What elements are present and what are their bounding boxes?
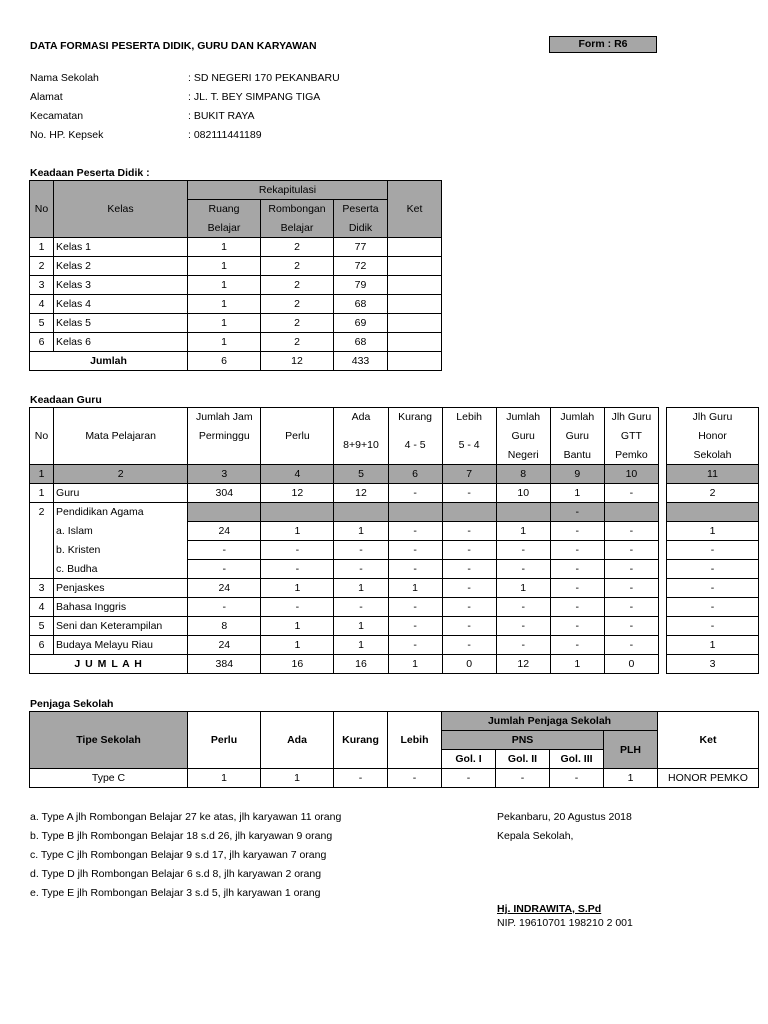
table-row — [30, 276, 442, 295]
cell: 1 — [667, 636, 759, 655]
cell: - — [188, 598, 261, 617]
cell: Kelas 1 — [54, 238, 188, 257]
col-header: No — [30, 408, 54, 465]
note-line: c. Type C jlh Rombongan Belajar 9 s.d 17, jlh karyawan 7 orang — [30, 849, 327, 861]
table-row — [30, 522, 659, 541]
cell: 5 — [30, 314, 54, 333]
col-header: Belajar — [261, 219, 334, 238]
cell — [442, 503, 496, 522]
note-line: e. Type E jlh Rombongan Belajar 3 s.d 5, jlh karyawan 1 orang — [30, 887, 321, 899]
cell: - — [442, 579, 496, 598]
cell: - — [188, 560, 261, 579]
info-label: Alamat — [30, 91, 63, 103]
cell: - — [334, 541, 388, 560]
table-row — [30, 579, 659, 598]
cell — [388, 352, 442, 371]
cell: 1 — [334, 636, 388, 655]
cell: - — [667, 579, 759, 598]
cell — [496, 503, 550, 522]
cell: - — [442, 484, 496, 503]
cell: - — [496, 560, 550, 579]
cell: 1 — [334, 522, 388, 541]
cell: 0 — [442, 655, 496, 674]
cell: - — [550, 560, 604, 579]
cell: - — [188, 541, 261, 560]
col-header: Jlh Guru — [604, 408, 658, 427]
cell: 6 — [30, 636, 54, 655]
col-number: 2 — [54, 465, 188, 484]
cell: - — [604, 617, 658, 636]
cell: - — [496, 598, 550, 617]
col-header: Jumlah — [496, 408, 550, 427]
table-row — [30, 503, 659, 522]
col-header: Ket — [658, 712, 759, 769]
cell: - — [496, 769, 550, 788]
cell — [30, 541, 54, 560]
cell: 2 — [261, 314, 334, 333]
cell: 24 — [188, 579, 261, 598]
cell — [30, 560, 54, 579]
info-value: : 082111441189 — [188, 129, 262, 141]
col-header: 4 - 5 — [388, 427, 442, 465]
signer-name: Hj. INDRAWITA, S.Pd — [497, 903, 602, 915]
place-date: Pekanbaru, 20 Agustus 2018 — [497, 811, 632, 823]
cell: - — [604, 541, 658, 560]
cell: - — [604, 636, 658, 655]
info-value: : JL. T. BEY SIMPANG TIGA — [188, 91, 321, 103]
col-header: 8+9+10 — [334, 427, 388, 465]
cell: - — [442, 541, 496, 560]
cell: - — [604, 560, 658, 579]
info-label: Nama Sekolah — [30, 72, 99, 84]
cell: 1 — [261, 579, 334, 598]
cell — [388, 333, 442, 352]
cell: Type C — [30, 769, 188, 788]
col-header: Ket — [388, 181, 442, 238]
cell: - — [388, 598, 442, 617]
cell: - — [442, 769, 496, 788]
cell — [188, 503, 261, 522]
col-header: Jumlah Penjaga Sekolah — [442, 712, 658, 731]
cell: b. Kristen — [54, 541, 188, 560]
cell: - — [550, 541, 604, 560]
cell: - — [496, 541, 550, 560]
cell: - — [442, 617, 496, 636]
col-header: Belajar — [188, 219, 261, 238]
col-number: 5 — [334, 465, 388, 484]
cell: 2 — [30, 503, 54, 522]
col-header: Jlh Guru — [667, 408, 759, 427]
table-row — [30, 617, 659, 636]
cell: 1 — [604, 769, 658, 788]
cell: - — [667, 541, 759, 560]
cell: - — [334, 560, 388, 579]
col-header: Jumlah — [550, 408, 604, 427]
cell: 384 — [188, 655, 261, 674]
col-header: Rombongan — [261, 200, 334, 219]
col-header: Honor — [667, 427, 759, 446]
cell: 12 — [261, 352, 334, 371]
table-row — [30, 238, 442, 257]
cell: Kelas 2 — [54, 257, 188, 276]
col-header: Jumlah Jam — [188, 408, 261, 427]
note-line: d. Type D jlh Rombongan Belajar 6 s.d 8, jlh karyawan 2 orang — [30, 868, 322, 880]
cell: 1 — [261, 769, 334, 788]
table-row — [30, 295, 442, 314]
cell: 68 — [334, 295, 388, 314]
cell: 1 — [334, 617, 388, 636]
student-table — [29, 180, 442, 371]
cell: 1 — [496, 522, 550, 541]
cell: Kelas 5 — [54, 314, 188, 333]
cell — [334, 503, 388, 522]
cell: - — [550, 598, 604, 617]
cell — [388, 257, 442, 276]
cell: 1 — [388, 655, 442, 674]
col-header: Bantu — [550, 446, 604, 465]
cell: 12 — [496, 655, 550, 674]
cell: Bahasa Inggris — [54, 598, 188, 617]
cell: 1 — [388, 579, 442, 598]
info-label: No. HP. Kepsek — [30, 129, 104, 141]
cell: Kelas 3 — [54, 276, 188, 295]
cell: 79 — [334, 276, 388, 295]
col-number: 3 — [188, 465, 261, 484]
table-row — [30, 333, 442, 352]
cell: 2 — [261, 238, 334, 257]
cell: - — [442, 598, 496, 617]
cell: 16 — [261, 655, 334, 674]
cell: 2 — [261, 295, 334, 314]
column-number-row — [30, 465, 659, 484]
cell: - — [261, 541, 334, 560]
col-header: Kurang — [388, 408, 442, 427]
cell: 68 — [334, 333, 388, 352]
cell: - — [388, 484, 442, 503]
total-row — [30, 352, 442, 371]
cell — [667, 503, 759, 522]
cell: - — [667, 617, 759, 636]
col-number: 1 — [30, 465, 54, 484]
cell: 72 — [334, 257, 388, 276]
cell: - — [442, 522, 496, 541]
table-row — [30, 257, 442, 276]
cell: Pendidikan Agama — [54, 503, 188, 522]
col-header: Lebih — [442, 408, 496, 427]
cell: - — [604, 522, 658, 541]
col-header: Perlu — [188, 712, 261, 769]
cell: Kelas 6 — [54, 333, 188, 352]
col-header: Mata Pelajaran — [54, 408, 188, 465]
cell: 12 — [334, 484, 388, 503]
table-row — [30, 598, 659, 617]
table-row — [30, 314, 442, 333]
cell: - — [442, 636, 496, 655]
cell: - — [667, 598, 759, 617]
table-row — [30, 484, 659, 503]
cell: - — [604, 579, 658, 598]
cell — [604, 503, 658, 522]
table-row — [30, 769, 759, 788]
cell: 69 — [334, 314, 388, 333]
col-header: Sekolah — [667, 446, 759, 465]
col-number: 8 — [496, 465, 550, 484]
col-header: Ruang — [188, 200, 261, 219]
col-header: Peserta — [334, 200, 388, 219]
cell — [30, 522, 54, 541]
cell: 1 — [188, 333, 261, 352]
cell: a. Islam — [54, 522, 188, 541]
col-header: Ada — [334, 408, 388, 427]
cell — [388, 238, 442, 257]
cell: - — [604, 484, 658, 503]
note-line: b. Type B jlh Rombongan Belajar 18 s.d 26, jlh karyawan 9 orang — [30, 830, 333, 842]
total-row — [30, 655, 659, 674]
cell: - — [261, 598, 334, 617]
cell: - — [388, 541, 442, 560]
cell: 1 — [30, 484, 54, 503]
cell: Seni dan Keterampilan — [54, 617, 188, 636]
cell: 8 — [188, 617, 261, 636]
col-header: PNS — [442, 731, 604, 750]
cell: - — [496, 636, 550, 655]
cell — [388, 295, 442, 314]
col-number: 9 — [550, 465, 604, 484]
cell — [261, 503, 334, 522]
col-header: Gol. I — [442, 750, 496, 769]
col-header: Guru — [550, 427, 604, 446]
cell: Guru — [54, 484, 188, 503]
col-number: 7 — [442, 465, 496, 484]
info-label: Kecamatan — [30, 110, 84, 122]
cell: 1 — [667, 522, 759, 541]
cell: 5 — [30, 617, 54, 636]
cell: - — [550, 503, 604, 522]
cell: 1 — [188, 295, 261, 314]
form-code-box: Form : R6 — [549, 36, 657, 53]
col-header: Kurang — [334, 712, 388, 769]
cell: - — [550, 636, 604, 655]
col-header: Gol. III — [550, 750, 604, 769]
col-header: Lebih — [388, 712, 442, 769]
cell: 2 — [30, 257, 54, 276]
cell: - — [334, 769, 388, 788]
cell: 433 — [334, 352, 388, 371]
col-header: No — [30, 181, 54, 238]
cell: - — [550, 579, 604, 598]
cell: 6 — [188, 352, 261, 371]
cell: 3 — [30, 276, 54, 295]
student-section-title: Keadaan Peserta Didik : — [30, 167, 150, 179]
cell: 2 — [667, 484, 759, 503]
cell: - — [261, 560, 334, 579]
col-header: Didik — [334, 219, 388, 238]
cell — [388, 314, 442, 333]
cell: - — [388, 769, 442, 788]
cell: - — [550, 617, 604, 636]
cell: 6 — [30, 333, 54, 352]
cell: 1 — [188, 314, 261, 333]
cell: - — [388, 522, 442, 541]
cell: 2 — [261, 257, 334, 276]
cell: 24 — [188, 636, 261, 655]
cell: 1 — [550, 484, 604, 503]
cell: 1 — [334, 579, 388, 598]
cell: 3 — [667, 655, 759, 674]
col-number: 6 — [388, 465, 442, 484]
cell: 16 — [334, 655, 388, 674]
col-number: 11 — [667, 465, 759, 484]
cell: - — [334, 598, 388, 617]
table-row — [30, 560, 659, 579]
cell — [388, 503, 442, 522]
col-header: PLH — [604, 731, 658, 769]
cell: - — [388, 560, 442, 579]
col-header: 5 - 4 — [442, 427, 496, 465]
cell: Budaya Melayu Riau — [54, 636, 188, 655]
cell: - — [388, 636, 442, 655]
cell: 2 — [261, 333, 334, 352]
cell: - — [604, 598, 658, 617]
cell: - — [496, 617, 550, 636]
cell: 3 — [30, 579, 54, 598]
table-row — [30, 541, 659, 560]
cell: - — [388, 617, 442, 636]
col-number: 10 — [604, 465, 658, 484]
cell: 10 — [496, 484, 550, 503]
cell: 2 — [261, 276, 334, 295]
guard-section-title: Penjaga Sekolah — [30, 698, 114, 710]
cell: HONOR PEMKO — [658, 769, 759, 788]
cell: 1 — [261, 617, 334, 636]
cell: - — [667, 560, 759, 579]
total-label: Jumlah — [30, 352, 188, 371]
cell: Kelas 4 — [54, 295, 188, 314]
col-header: Kelas — [54, 181, 188, 238]
col-header: Perlu — [261, 408, 334, 465]
cell: 0 — [604, 655, 658, 674]
teacher-table-grid — [29, 407, 659, 674]
cell: 1 — [188, 276, 261, 295]
cell: 4 — [30, 295, 54, 314]
cell: 304 — [188, 484, 261, 503]
info-value: : SD NEGERI 170 PEKANBARU — [188, 72, 340, 84]
col-header: Tipe Sekolah — [30, 712, 188, 769]
total-label: J U M L A H — [30, 655, 188, 674]
cell: 1 — [550, 655, 604, 674]
signer-role: Kepala Sekolah, — [497, 830, 574, 842]
guard-table — [29, 711, 759, 788]
document-title: DATA FORMASI PESERTA DIDIK, GURU DAN KARYAWAN — [30, 40, 317, 52]
table-row — [30, 636, 659, 655]
cell: 1 — [188, 238, 261, 257]
col-header: Negeri — [496, 446, 550, 465]
cell — [388, 276, 442, 295]
col-header: Guru — [496, 427, 550, 446]
col-header: Pemko — [604, 446, 658, 465]
cell: 1 — [261, 522, 334, 541]
cell: 1 — [496, 579, 550, 598]
col-header: Ada — [261, 712, 334, 769]
col-header: Perminggu — [188, 427, 261, 465]
cell: 1 — [30, 238, 54, 257]
col-header: Rekapitulasi — [188, 181, 388, 200]
signer-nip: NIP. 19610701 198210 2 001 — [497, 917, 633, 929]
cell: - — [550, 769, 604, 788]
teacher-section-title: Keadaan Guru — [30, 394, 102, 406]
cell: 77 — [334, 238, 388, 257]
info-value: : BUKIT RAYA — [188, 110, 255, 122]
cell: Penjaskes — [54, 579, 188, 598]
col-header: Gol. II — [496, 750, 550, 769]
col-header: GTT — [604, 427, 658, 446]
honor-column — [666, 407, 759, 674]
cell: 4 — [30, 598, 54, 617]
cell: - — [442, 560, 496, 579]
cell: c. Budha — [54, 560, 188, 579]
cell: 24 — [188, 522, 261, 541]
cell: 12 — [261, 484, 334, 503]
cell: 1 — [188, 769, 261, 788]
note-line: a. Type A jlh Rombongan Belajar 27 ke atas, jlh karyawan 11 orang — [30, 811, 342, 823]
cell: - — [550, 522, 604, 541]
cell: 1 — [261, 636, 334, 655]
cell: 1 — [188, 257, 261, 276]
col-number: 4 — [261, 465, 334, 484]
